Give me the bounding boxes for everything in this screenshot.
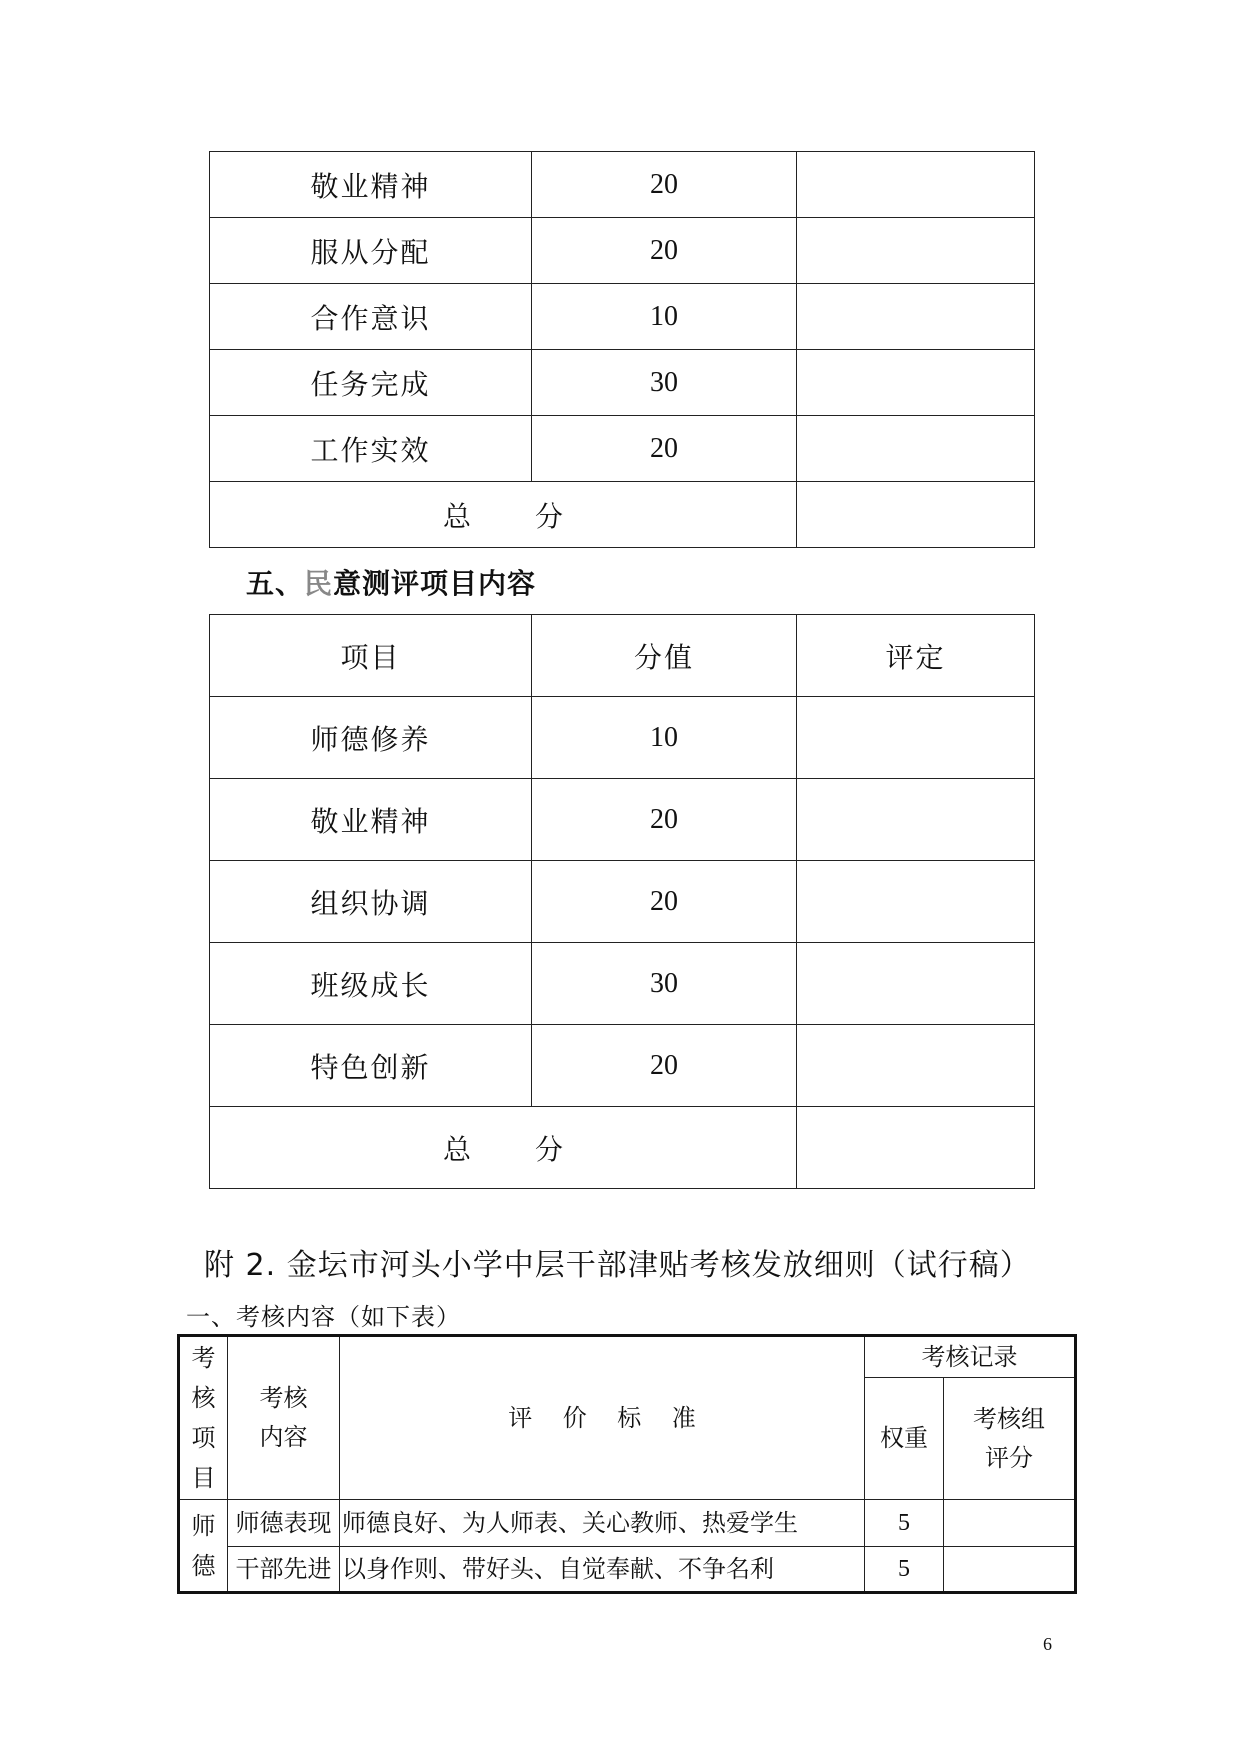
group-score-cell xyxy=(944,1547,1076,1593)
header-content: 考核 内容 xyxy=(228,1336,340,1500)
item-cell: 组织协调 xyxy=(210,861,532,943)
header-item: 项目 xyxy=(210,615,532,697)
table-row xyxy=(179,1547,1076,1593)
header-group-score: 考核组 评分 xyxy=(944,1378,1076,1500)
item-cell: 任务完成 xyxy=(210,350,532,416)
item-cell: 班级成长 xyxy=(210,943,532,1025)
header-row xyxy=(179,1336,1076,1378)
table-row xyxy=(210,152,1035,218)
total-rating-cell xyxy=(797,482,1035,548)
rating-cell xyxy=(797,697,1035,779)
table-row xyxy=(210,1025,1035,1107)
section-five-heading: 五、民意测评项目内容 xyxy=(246,567,537,600)
rating-cell xyxy=(797,861,1035,943)
appendix-title: 附 2. 金坛市河头小学中层干部津贴考核发放细则（试行稿） xyxy=(204,1248,1031,1283)
item-cell: 工作实效 xyxy=(210,416,532,482)
score-cell: 30 xyxy=(532,943,797,1025)
table-row xyxy=(210,943,1035,1025)
assessment-table xyxy=(177,1334,1077,1594)
score-cell: 20 xyxy=(532,152,797,218)
content-cell: 师德表现 xyxy=(228,1500,340,1547)
table-row xyxy=(210,350,1035,416)
score-cell: 20 xyxy=(532,861,797,943)
standard-cell: 以身作则、带好头、自觉奉献、不争名利 xyxy=(340,1547,865,1593)
score-cell: 20 xyxy=(532,1025,797,1107)
header-row xyxy=(210,615,1035,697)
rating-cell xyxy=(797,779,1035,861)
score-cell: 20 xyxy=(532,779,797,861)
item-cell: 服从分配 xyxy=(210,218,532,284)
page-number: 6 xyxy=(1043,1634,1052,1654)
header-rating: 评定 xyxy=(797,615,1035,697)
group-label: 师德 xyxy=(179,1500,228,1593)
table-row xyxy=(210,416,1035,482)
score-cell: 10 xyxy=(532,284,797,350)
total-label: 总 分 xyxy=(210,1107,797,1189)
rating-cell xyxy=(797,284,1035,350)
header-standard: 评 价 标 准 xyxy=(340,1336,865,1500)
item-cell: 敬业精神 xyxy=(210,779,532,861)
score-cell: 30 xyxy=(532,350,797,416)
content-cell: 干部先进 xyxy=(228,1547,340,1593)
total-rating-cell xyxy=(797,1107,1035,1189)
rating-cell xyxy=(797,350,1035,416)
item-cell: 特色创新 xyxy=(210,1025,532,1107)
table-row xyxy=(210,779,1035,861)
weight-cell: 5 xyxy=(865,1547,944,1593)
table-b xyxy=(209,614,1035,1189)
header-item: 考核项目 xyxy=(179,1336,228,1500)
rating-cell xyxy=(797,152,1035,218)
item-cell: 师德修养 xyxy=(210,697,532,779)
item-cell: 敬业精神 xyxy=(210,152,532,218)
standard-cell: 师德良好、为人师表、关心教师、热爱学生 xyxy=(340,1500,865,1547)
rating-cell xyxy=(797,943,1035,1025)
table-row xyxy=(210,697,1035,779)
rating-cell xyxy=(797,1025,1035,1107)
header-score: 分值 xyxy=(532,615,797,697)
table-row xyxy=(210,218,1035,284)
score-cell: 10 xyxy=(532,697,797,779)
item-cell: 合作意识 xyxy=(210,284,532,350)
weight-cell: 5 xyxy=(865,1500,944,1547)
group-score-cell xyxy=(944,1500,1076,1547)
total-label: 总 分 xyxy=(210,482,797,548)
table-row xyxy=(210,861,1035,943)
section-one-heading: 一、考核内容（如下表） xyxy=(186,1303,461,1331)
table-row xyxy=(210,284,1035,350)
header-record: 考核记录 xyxy=(865,1336,1076,1378)
score-cell: 20 xyxy=(532,416,797,482)
table-a xyxy=(209,151,1035,548)
total-row xyxy=(210,1107,1035,1189)
rating-cell xyxy=(797,218,1035,284)
score-cell: 20 xyxy=(532,218,797,284)
header-weight: 权重 xyxy=(865,1378,944,1500)
total-row xyxy=(210,482,1035,548)
table-row xyxy=(179,1500,1076,1547)
rating-cell xyxy=(797,416,1035,482)
